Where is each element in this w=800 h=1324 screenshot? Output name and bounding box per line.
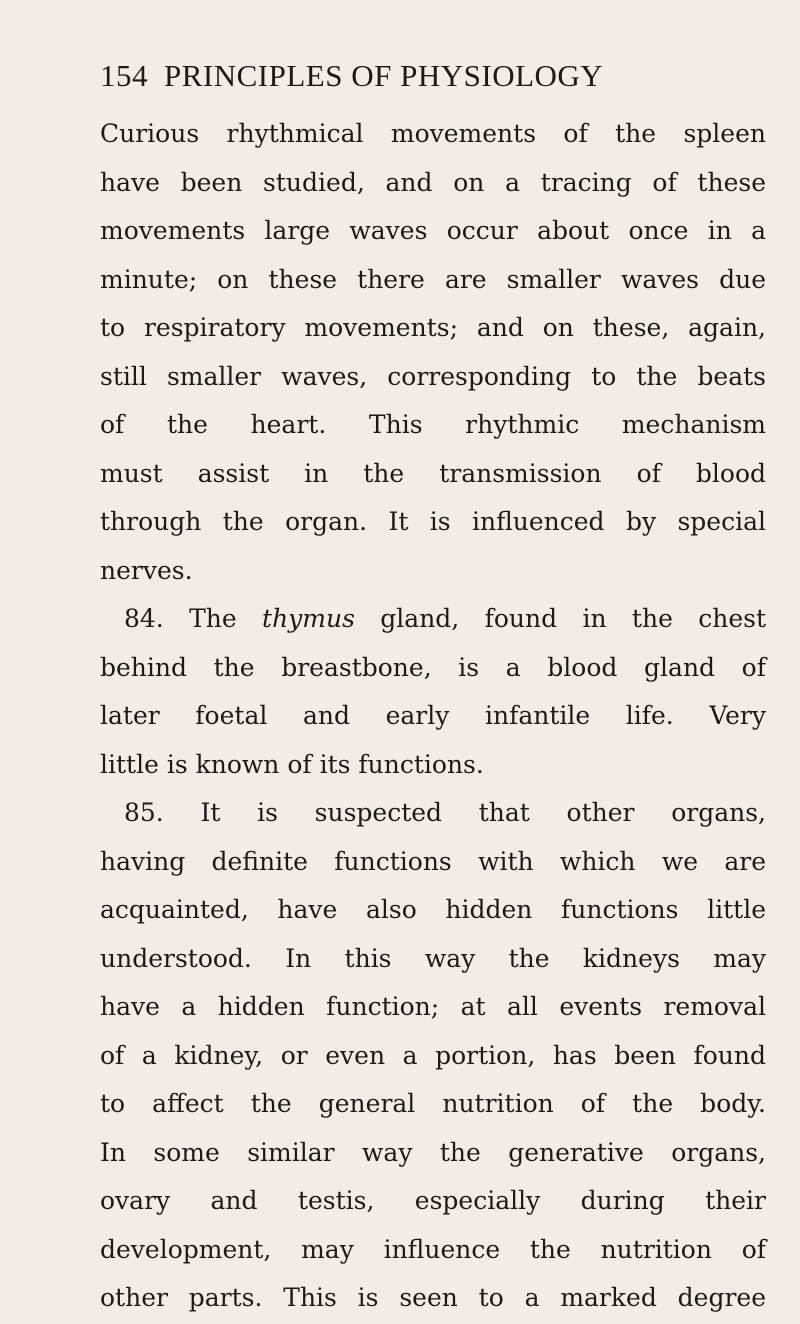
page-number: 154 [100,58,148,93]
running-head [100,54,770,98]
text-line-thymus [100,595,766,644]
text-line: behind the breastbone, is a blood gland of [100,652,766,682]
text-line: little is known of its functions. [100,749,484,779]
text-line: of a kidney, or even a portion, has been found [100,1040,766,1070]
text-line: minute; on these there are smaller waves due [100,264,766,294]
text-line: later foetal and early infantile life. Very [100,701,766,730]
body-text [100,110,766,1323]
text-line: Curious rhythmical movements of the spleen [100,119,766,148]
thymus-line-before: 84. The [124,604,263,633]
text-line: must assist in the transmission of blood [100,458,766,488]
text-line: 85. It is suspected that other organs, [124,798,766,827]
text-line: through the organ. It is influenced by special [100,507,766,536]
text-line: to respiratory movements; and on these, again, [100,313,766,342]
text-line: nerves. [100,555,193,585]
text-line: development, may influence the nutrition of [100,1234,766,1264]
thymus-line-after: gland, found in the chest [354,604,766,633]
text-line: have a hidden function; at all events removal [100,992,766,1021]
text-line: acquainted, have also hidden functions little [100,895,766,924]
text-line: ovary and testis, especially during their [100,1186,766,1215]
text-line: understood. In this way the kidneys may [100,943,766,973]
text-line: having definite functions with which we are [100,846,766,876]
running-title: PRINCIPLES OF PHYSIOLOGY [164,58,604,93]
text-line: still smaller waves, corresponding to the beats [100,361,766,391]
text-line: movements large waves occur about once in a [100,216,766,245]
text-line: In some similar way the generative organs, [100,1137,766,1167]
thymus-term: thymus [262,604,355,633]
text-line: of the heart. This rhythmic mechanism [100,410,766,439]
text-line: have been studied, and on a tracing of these [100,167,766,197]
text-line: to affect the general nutrition of the body. [100,1089,766,1118]
text-line: other parts. This is seen to a marked degree [100,1283,766,1312]
